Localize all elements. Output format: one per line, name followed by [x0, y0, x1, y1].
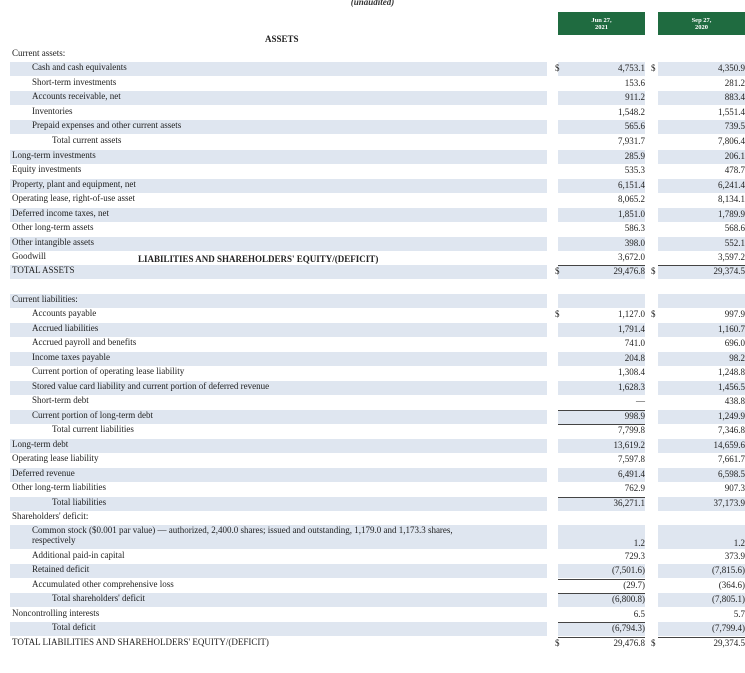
table-row [10, 366, 745, 380]
value-sep-2020: 29,374.5 [713, 638, 745, 648]
value-sep-2020: 997.9 [724, 309, 745, 319]
row-label-text: Income taxes payable [32, 352, 110, 362]
value-sep-2020: 552.1 [724, 238, 745, 248]
value-sep-2020: 5.7 [733, 609, 745, 619]
row-label-text: Total liabilities [52, 497, 107, 507]
value-jun-2021: 729.3 [624, 551, 645, 561]
row-label [10, 637, 547, 651]
value-sep-2020: 14,659.6 [713, 440, 745, 450]
table-row [10, 525, 745, 549]
table-row [10, 48, 740, 62]
currency-symbol: $ [555, 63, 560, 73]
value-sep-2020: 281.2 [724, 78, 745, 88]
table-row [10, 294, 740, 308]
value-sep-2020: 6,598.5 [718, 469, 745, 479]
row-label-text: Operating lease liability [12, 453, 99, 463]
table-row [10, 352, 745, 366]
table-row [10, 608, 745, 622]
table-row [10, 593, 745, 607]
row-label [10, 150, 547, 164]
row-label [10, 381, 547, 395]
value-sep-2020: 1,249.9 [718, 411, 745, 421]
value-jun-2021: 1,791.4 [618, 324, 645, 334]
total-rule [558, 265, 645, 266]
row-label [10, 366, 547, 380]
total-rule [558, 622, 645, 623]
total-rule [558, 637, 645, 638]
value-jun-2021: 1,851.0 [618, 209, 645, 219]
table-row [10, 135, 745, 149]
row-label [10, 48, 547, 62]
table-row [10, 439, 745, 453]
row-label-text: Deferred income taxes, net [12, 208, 109, 218]
row-label-text: Current liabilities: [12, 294, 78, 304]
value-jun-2021: 586.3 [624, 223, 645, 233]
table-row [10, 564, 745, 578]
row-label [10, 91, 547, 105]
row-label-text: Current portion of operating lease liability [32, 366, 185, 376]
value-jun-2021: (29.7) [623, 580, 645, 590]
value-jun-2021: 7,931.7 [618, 136, 645, 146]
row-label-text: Shareholders' deficit: [12, 511, 89, 521]
row-label-text: Operating lease, right-of-use asset [12, 193, 135, 203]
table-row [10, 453, 745, 467]
row-label [10, 453, 547, 467]
row-label-text: Stored value card liability and current portion of deferred revenue [32, 381, 270, 391]
row-label-text: Accrued liabilities [32, 323, 99, 333]
value-sep-2020: 568.6 [724, 223, 745, 233]
row-label [10, 352, 547, 366]
row-label-text: Property, plant and equipment, net [12, 179, 136, 189]
value-jun-2021: 1,308.4 [618, 367, 645, 377]
row-label [10, 550, 547, 564]
column-header-jun-2021 [558, 12, 645, 35]
value-jun-2021: 204.8 [624, 353, 645, 363]
currency-symbol: $ [555, 309, 560, 319]
row-label [10, 439, 547, 453]
row-label [10, 525, 547, 549]
total-rule [658, 637, 745, 638]
row-label [10, 579, 547, 593]
table-row [10, 323, 745, 337]
table-row [10, 164, 745, 178]
value-jun-2021: (6,800.8) [612, 594, 645, 604]
row-label-text: Total current assets [52, 135, 122, 145]
row-label-text: Total current liabilities [52, 424, 134, 434]
row-label-text: Deferred revenue [12, 468, 75, 478]
value-sep-2020: 6,241.4 [718, 180, 745, 190]
value-jun-2021: 998.9 [624, 411, 645, 421]
total-rule [558, 593, 645, 594]
value-sep-2020: 7,346.8 [718, 425, 745, 435]
value-sep-2020: 7,806.4 [718, 136, 745, 146]
table-row [10, 550, 745, 564]
table-row [10, 208, 745, 222]
value-sep-2020: (7,815.6) [712, 565, 745, 575]
row-label-text: Other long-term assets [12, 222, 94, 232]
table-row [10, 251, 745, 265]
table-row [10, 410, 745, 424]
value-sep-2020: 206.1 [724, 151, 745, 161]
row-label [10, 208, 547, 222]
row-label [10, 608, 547, 622]
value-sep-2020: (364.6) [718, 580, 745, 590]
currency-symbol: $ [651, 638, 656, 648]
table-row [10, 120, 745, 134]
value-sep-2020: 29,374.5 [713, 266, 745, 276]
table-row [10, 424, 745, 438]
table-row [10, 77, 745, 91]
table-row [10, 193, 745, 207]
value-jun-2021: 1.2 [633, 538, 645, 548]
value-jun-2021: 535.3 [624, 165, 645, 175]
value-sep-2020: (7,805.1) [712, 594, 745, 604]
value-jun-2021: 911.2 [625, 92, 645, 102]
column-header-label: Sep 27, 2020 [691, 16, 712, 31]
value-jun-2021: 6,151.4 [618, 180, 645, 190]
row-label [10, 511, 547, 525]
row-label-text: Current portion of long-term debt [32, 410, 153, 420]
row-label-text: Other intangible assets [12, 237, 94, 247]
value-sep-2020: 7,661.7 [718, 454, 745, 464]
total-rule [558, 410, 645, 411]
value-sep-2020: 907.3 [724, 483, 745, 493]
currency-symbol: $ [555, 638, 560, 648]
value-sep-2020: 1,456.5 [718, 382, 745, 392]
value-sep-2020: 1,551.4 [718, 107, 745, 117]
value-jun-2021: 398.0 [624, 238, 645, 248]
row-label [10, 135, 547, 149]
table-row [10, 482, 745, 496]
value-sep-2020: (7,799.4) [712, 623, 745, 633]
value-sep-2020: 739.5 [724, 121, 745, 131]
liabilities-section-title: LIABILITIES AND SHAREHOLDERS' EQUITY/(DEFICIT) [138, 254, 379, 264]
value-sep-2020: 1,789.9 [718, 209, 745, 219]
value-jun-2021: 13,619.2 [613, 440, 645, 450]
row-label [10, 251, 547, 265]
cell-shade [558, 294, 645, 308]
table-row [10, 265, 745, 279]
value-jun-2021: 741.0 [624, 338, 645, 348]
table-row [10, 337, 745, 351]
table-row [10, 511, 740, 525]
value-sep-2020: 478.7 [724, 165, 745, 175]
assets-section-title: ASSETS [265, 34, 299, 44]
row-label-text: Equity investments [12, 164, 82, 174]
value-jun-2021: — [636, 396, 645, 406]
value-jun-2021: 7,597.8 [618, 454, 645, 464]
table-row [10, 106, 745, 120]
value-jun-2021: 36,271.1 [613, 498, 645, 508]
row-label [10, 593, 547, 607]
row-label-text: Retained deficit [32, 564, 90, 574]
row-label-text: Accounts receivable, net [32, 91, 121, 101]
table-row [10, 62, 745, 76]
row-label-text: Short-term investments [32, 77, 117, 87]
value-jun-2021: 4,753.1 [618, 63, 645, 73]
value-sep-2020: 98.2 [729, 353, 745, 363]
value-sep-2020: 1.2 [733, 538, 745, 548]
table-row [10, 381, 745, 395]
column-header-label: Jun 27, 2021 [591, 16, 612, 31]
row-label-text: Long-term debt [12, 439, 69, 449]
row-label-text: TOTAL ASSETS [12, 265, 75, 275]
row-label-continuation: respectively [32, 535, 76, 545]
cell-shade [658, 294, 745, 308]
row-label-text: Total shareholders' deficit [52, 593, 145, 603]
table-row [10, 222, 745, 236]
table-row [10, 637, 745, 651]
row-label [10, 106, 547, 120]
row-label [10, 468, 547, 482]
value-jun-2021: 6,491.4 [618, 469, 645, 479]
value-sep-2020: 696.0 [724, 338, 745, 348]
total-rule [558, 579, 645, 580]
table-row [10, 395, 745, 409]
row-label [10, 164, 547, 178]
value-jun-2021: 7,799.8 [618, 425, 645, 435]
table-row [10, 179, 745, 193]
row-label [10, 193, 547, 207]
value-sep-2020: 1,160.7 [718, 324, 745, 334]
row-label [10, 77, 547, 91]
table-row [10, 150, 745, 164]
unaudited-caption: (unaudited) [350, 0, 395, 7]
row-label-text: Cash and cash equivalents [32, 62, 127, 72]
row-label [10, 179, 547, 193]
value-jun-2021: 1,127.0 [618, 309, 645, 319]
row-label [10, 424, 547, 438]
row-label-text: Noncontrolling interests [12, 608, 100, 618]
table-row [10, 622, 745, 636]
currency-symbol: $ [651, 266, 656, 276]
value-sep-2020: 373.9 [724, 551, 745, 561]
value-jun-2021: 1,628.3 [618, 382, 645, 392]
row-label-text: Common stock ($0.001 par value) — authorized, 2,400.0 shares; issued and outstanding, 1,179.0 and 1,173.3 shares, [32, 525, 453, 535]
row-label [10, 294, 547, 308]
row-label-text: Accounts payable [32, 308, 97, 318]
row-label-text: Goodwill [12, 251, 47, 261]
value-jun-2021: 1,548.2 [618, 107, 645, 117]
row-label-text: Other long-term liabilities [12, 482, 106, 492]
value-sep-2020: 8,134.1 [718, 194, 745, 204]
row-label [10, 337, 547, 351]
row-label [10, 265, 547, 279]
value-sep-2020: 4,350.9 [718, 63, 745, 73]
row-label-text: Accumulated other comprehensive loss [32, 579, 174, 589]
row-label [10, 222, 547, 236]
total-rule [658, 265, 745, 266]
row-label [10, 395, 547, 409]
row-label [10, 323, 547, 337]
currency-symbol: $ [651, 309, 656, 319]
currency-symbol: $ [555, 266, 560, 276]
table-row [10, 308, 745, 322]
row-label [10, 497, 547, 511]
value-jun-2021: 153.6 [624, 78, 645, 88]
value-jun-2021: 8,065.2 [618, 194, 645, 204]
value-jun-2021: 29,476.8 [613, 266, 645, 276]
row-label-text: Short-term debt [32, 395, 89, 405]
value-jun-2021: 6.5 [633, 609, 645, 619]
row-label-text: Total deficit [52, 622, 96, 632]
row-label [10, 622, 547, 636]
row-label [10, 564, 547, 578]
total-rule [558, 497, 645, 498]
value-sep-2020: 1,248.8 [718, 367, 745, 377]
row-label [10, 410, 547, 424]
row-label-text: Additional paid-in capital [32, 550, 125, 560]
row-label-text: Long-term investments [12, 150, 96, 160]
value-jun-2021: 285.9 [624, 151, 645, 161]
row-label-text: TOTAL LIABILITIES AND SHAREHOLDERS' EQUITY/(DEFICIT) [12, 637, 269, 647]
table-row [10, 579, 745, 593]
table-row [10, 237, 745, 251]
value-jun-2021: (7,501.6) [612, 565, 645, 575]
column-header-sep-2020 [658, 12, 745, 35]
row-label-text: Current assets: [12, 48, 66, 58]
value-jun-2021: 762.9 [624, 483, 645, 493]
row-label [10, 308, 547, 322]
value-jun-2021: 565.6 [624, 121, 645, 131]
table-row [10, 497, 745, 511]
currency-symbol: $ [651, 63, 656, 73]
value-sep-2020: 883.4 [724, 92, 745, 102]
total-rule [558, 424, 645, 425]
row-label-text: Accrued payroll and benefits [32, 337, 137, 347]
value-jun-2021: (6,794.3) [612, 623, 645, 633]
row-label [10, 62, 547, 76]
value-sep-2020: 438.8 [724, 396, 745, 406]
value-sep-2020: 37,173.9 [713, 498, 745, 508]
row-label [10, 120, 547, 134]
row-label-text: Inventories [32, 106, 73, 116]
value-sep-2020: 3,597.2 [718, 252, 745, 262]
row-label [10, 482, 547, 496]
row-label-text: Prepaid expenses and other current assets [32, 120, 182, 130]
value-jun-2021: 29,476.8 [613, 638, 645, 648]
table-row [10, 91, 745, 105]
table-row [10, 468, 745, 482]
value-jun-2021: 3,672.0 [618, 252, 645, 262]
row-label [10, 237, 547, 251]
